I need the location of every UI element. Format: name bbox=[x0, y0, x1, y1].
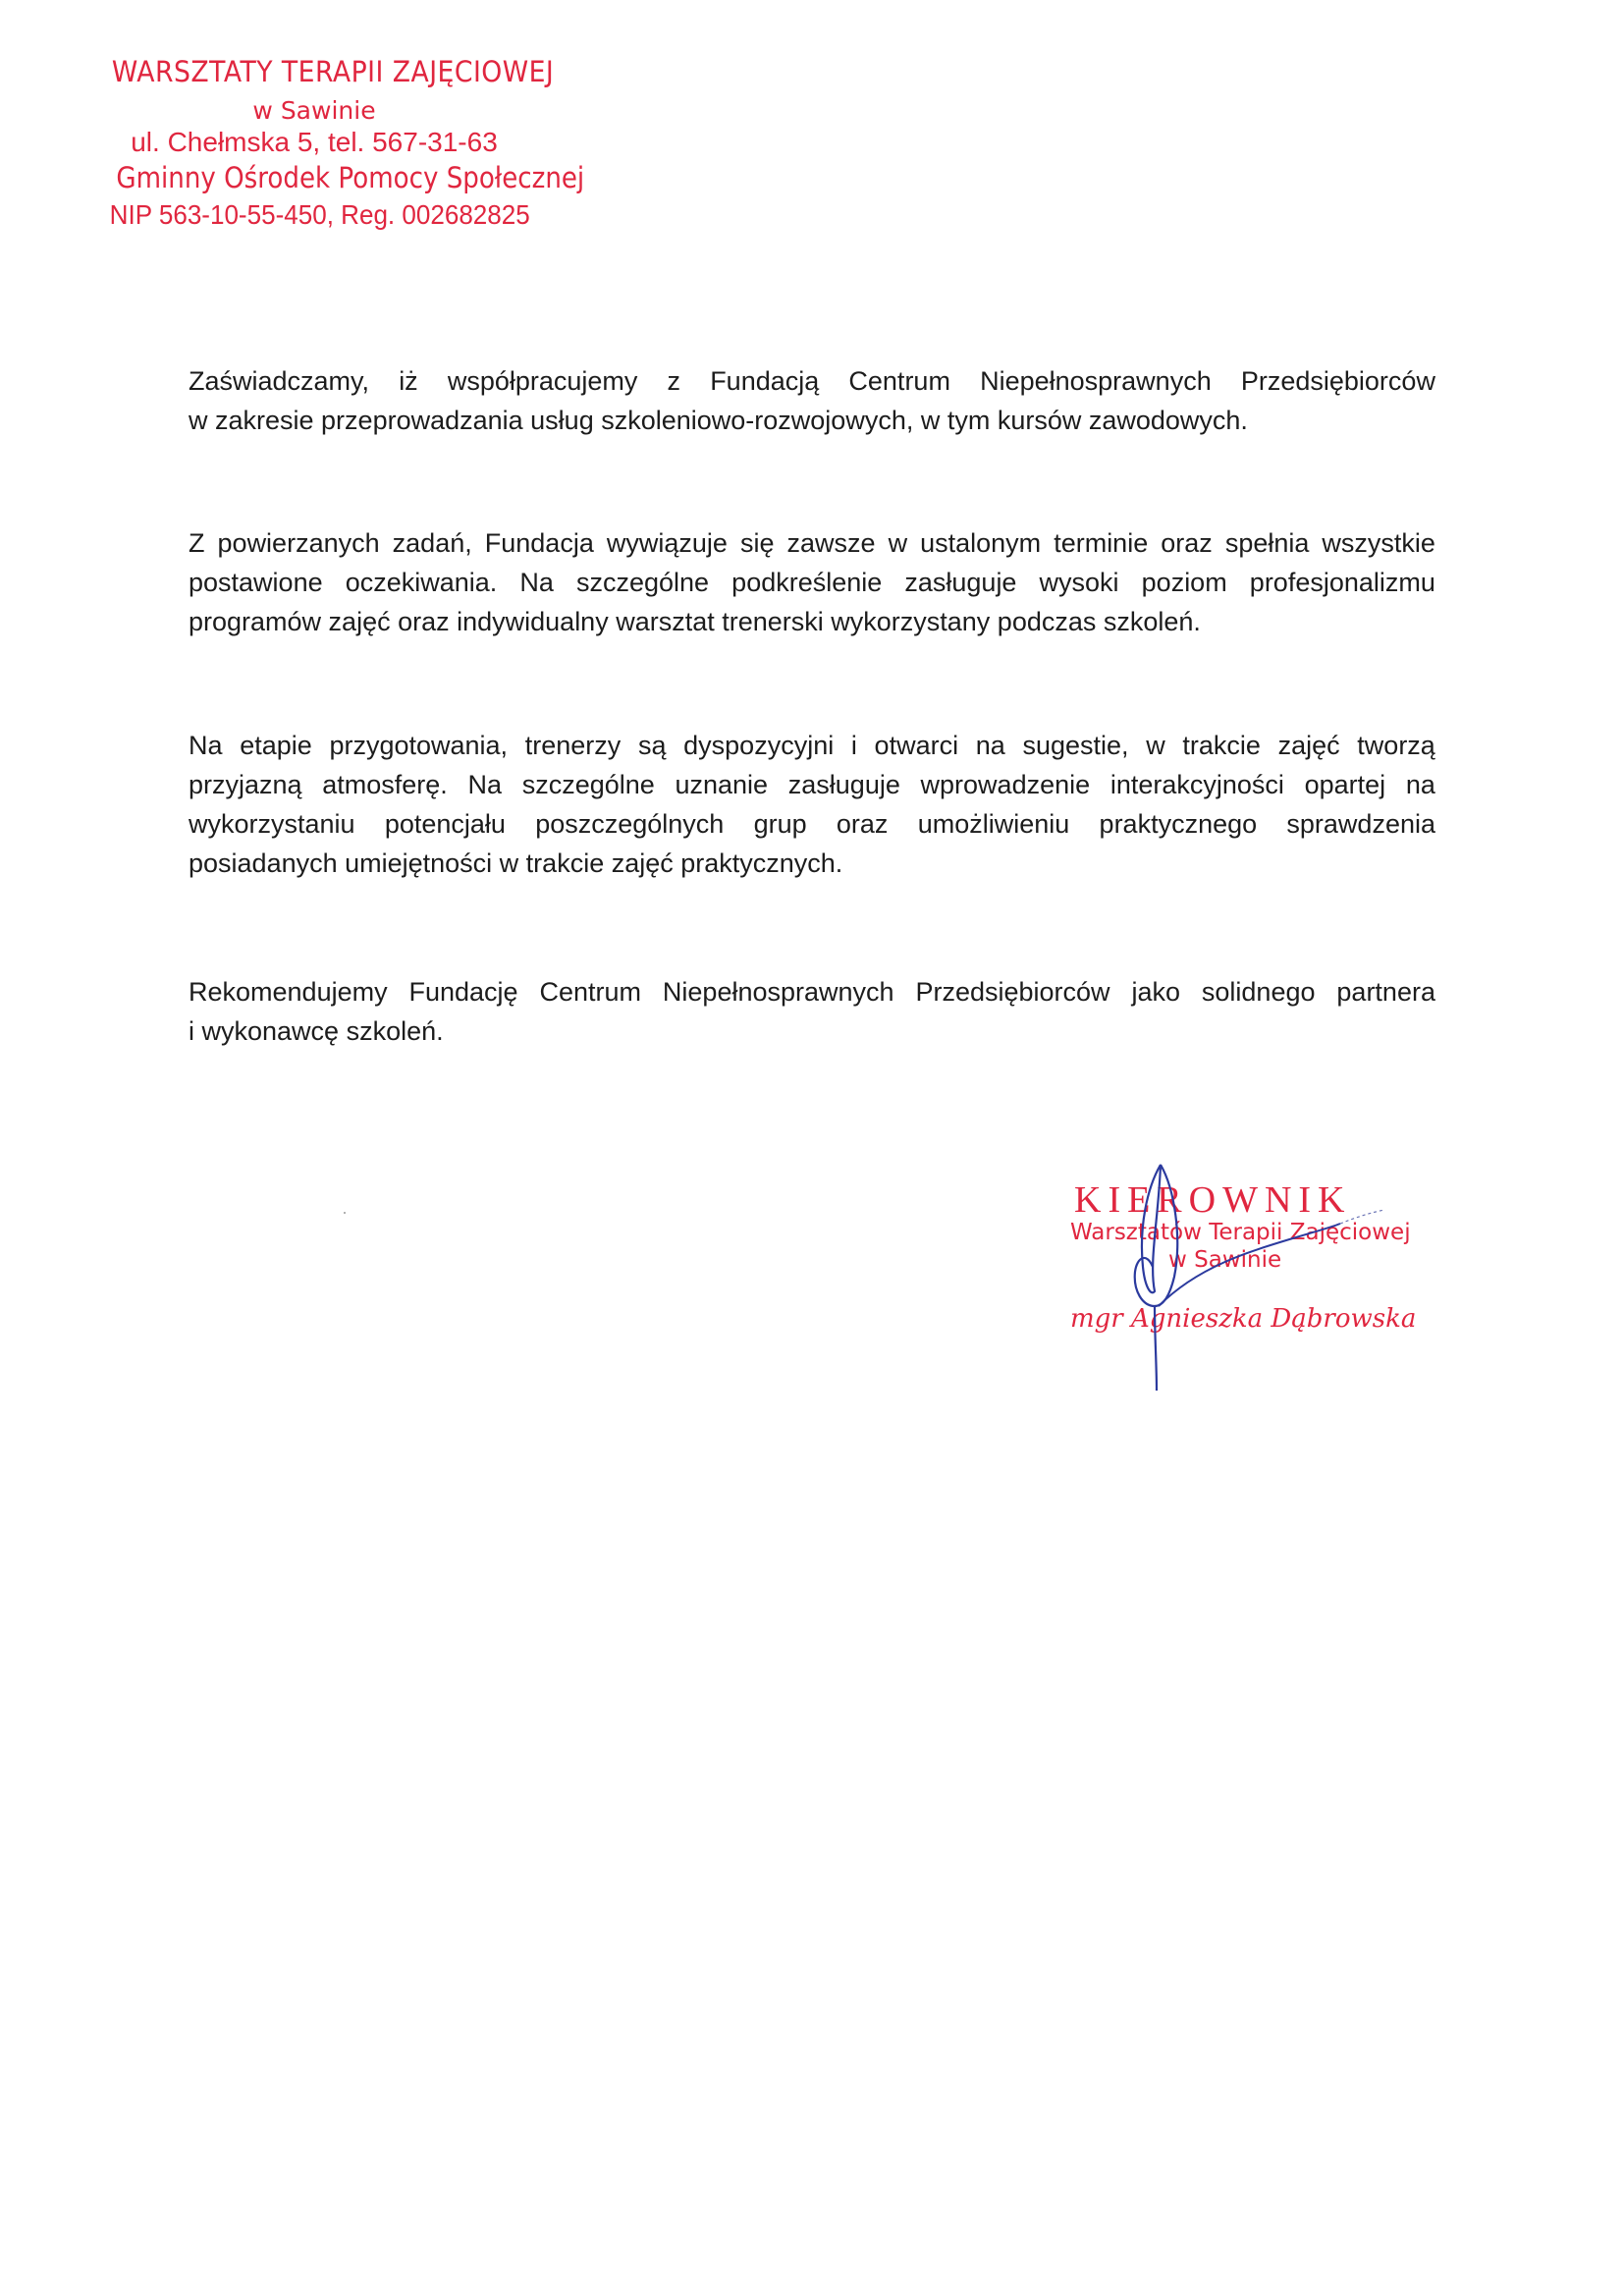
word: zadań, bbox=[392, 528, 472, 558]
word: Przedsiębiorców bbox=[1240, 366, 1435, 396]
word: etapie bbox=[240, 731, 312, 760]
stamp-line-institution: Gminny Ośrodek Pomocy Społecznej bbox=[116, 161, 585, 194]
text-line: programów zajęć oraz indywidualny warsztat trenerski wykorzystany podczas szkoleń. bbox=[189, 607, 1201, 636]
word: potencjału bbox=[384, 809, 506, 839]
signature-stamp-name: mgr Agnieszka Dąbrowska bbox=[1070, 1304, 1417, 1334]
word: Zaświadczamy, bbox=[189, 366, 370, 396]
word: się bbox=[739, 528, 775, 558]
text-line bbox=[189, 361, 1435, 401]
text-line: w zakresie przeprowadzania usług szkoleniowo-rozwojowych, w tym kursów zawodowych. bbox=[189, 406, 1248, 435]
word: Z bbox=[189, 528, 205, 558]
word: dyspozycyjni bbox=[683, 731, 835, 760]
word: spełnia bbox=[1224, 528, 1310, 558]
word: oraz bbox=[1161, 528, 1213, 558]
word: przyjazną bbox=[189, 770, 302, 799]
word: interakcyjności bbox=[1109, 770, 1284, 799]
signature-stamp-line2: w Sawinie bbox=[1168, 1247, 1282, 1273]
word: tworzą bbox=[1357, 731, 1435, 760]
text-line bbox=[189, 972, 1435, 1011]
word: Na bbox=[519, 568, 554, 597]
handwritten-signature bbox=[1100, 1159, 1414, 1404]
text-line bbox=[189, 804, 1435, 844]
word: wykorzystaniu bbox=[189, 809, 355, 839]
text-line bbox=[189, 523, 1435, 563]
word: szczególne bbox=[521, 770, 655, 799]
word: wysoki bbox=[1039, 568, 1119, 597]
word: zawsze bbox=[786, 528, 876, 558]
word: Fundacją bbox=[710, 366, 820, 396]
word: trakcie bbox=[1182, 731, 1261, 760]
stamp-line-location: w Sawinie bbox=[252, 96, 376, 125]
word: wywiązuje bbox=[606, 528, 728, 558]
scan-speck bbox=[344, 1212, 346, 1214]
word: wszystkie bbox=[1322, 528, 1435, 558]
text-line bbox=[189, 726, 1435, 765]
word: Centrum bbox=[848, 366, 950, 396]
word: praktycznego bbox=[1099, 809, 1258, 839]
word: wprowadzenie bbox=[920, 770, 1091, 799]
paragraph-3 bbox=[189, 726, 1435, 883]
word: i bbox=[850, 731, 857, 760]
word: postawione bbox=[189, 568, 323, 597]
word: Na bbox=[467, 770, 503, 799]
word: zasługuje bbox=[787, 770, 900, 799]
word: Przedsiębiorców bbox=[915, 977, 1110, 1007]
word: uznanie bbox=[675, 770, 769, 799]
word: poziom bbox=[1141, 568, 1227, 597]
text-line: posiadanych umiejętności w trakcie zajęć praktycznych. bbox=[189, 848, 843, 878]
word: opartej bbox=[1304, 770, 1386, 799]
word: solidnego bbox=[1201, 977, 1316, 1007]
word: profesjonalizmu bbox=[1249, 568, 1435, 597]
word: Fundacja bbox=[484, 528, 594, 558]
stamp-line-name: WARSZTATY TERAPII ZAJĘCIOWEJ bbox=[111, 55, 555, 88]
text-line bbox=[189, 765, 1435, 804]
word: zajęć bbox=[1277, 731, 1340, 760]
word: są bbox=[637, 731, 667, 760]
word: Centrum bbox=[539, 977, 642, 1007]
word: powierzanych bbox=[217, 528, 380, 558]
word: otwarci bbox=[874, 731, 959, 760]
word: poszczególnych bbox=[535, 809, 725, 839]
word: oraz bbox=[836, 809, 889, 839]
word: iż bbox=[399, 366, 418, 396]
word: Rekomendujemy bbox=[189, 977, 388, 1007]
word: przygotowania, bbox=[329, 731, 509, 760]
word: podkreślenie bbox=[731, 568, 883, 597]
word: Niepełnosprawnych bbox=[662, 977, 894, 1007]
word: na bbox=[975, 731, 1005, 760]
word: trenerzy bbox=[524, 731, 622, 760]
text-line bbox=[189, 563, 1435, 602]
word: w bbox=[1146, 731, 1165, 760]
word: Na bbox=[189, 731, 223, 760]
word: z bbox=[667, 366, 681, 396]
paragraph-2 bbox=[189, 523, 1435, 641]
word: jako bbox=[1131, 977, 1180, 1007]
word: atmosferę. bbox=[322, 770, 448, 799]
signature-stamp-line1: Warsztatów Terapii Zajęciowej bbox=[1070, 1220, 1411, 1245]
stamp-line-address: ul. Chełmska 5, tel. 567-31-63 bbox=[131, 127, 498, 157]
word: terminie bbox=[1054, 528, 1149, 558]
word: Fundację bbox=[408, 977, 518, 1007]
word: grup bbox=[753, 809, 807, 839]
word: umożliwieniu bbox=[917, 809, 1070, 839]
paragraph-4 bbox=[189, 972, 1435, 1051]
word: szczególne bbox=[575, 568, 710, 597]
word: oczekiwania. bbox=[345, 568, 498, 597]
word: ustalonym bbox=[920, 528, 1042, 558]
paragraph-1 bbox=[189, 361, 1435, 440]
word: Niepełnosprawnych bbox=[980, 366, 1212, 396]
word: na bbox=[1405, 770, 1435, 799]
word: w bbox=[888, 528, 908, 558]
stamp-line-nip: NIP 563-10-55-450, Reg. 002682825 bbox=[109, 199, 530, 230]
word: zasługuje bbox=[904, 568, 1017, 597]
signature-stamp-title: KIEROWNIK bbox=[1074, 1179, 1352, 1221]
text-line: i wykonawcę szkoleń. bbox=[189, 1016, 444, 1046]
word: sugestie, bbox=[1022, 731, 1129, 760]
word: partnera bbox=[1336, 977, 1435, 1007]
word: sprawdzenia bbox=[1286, 809, 1435, 839]
word: współpracujemy bbox=[447, 366, 638, 396]
